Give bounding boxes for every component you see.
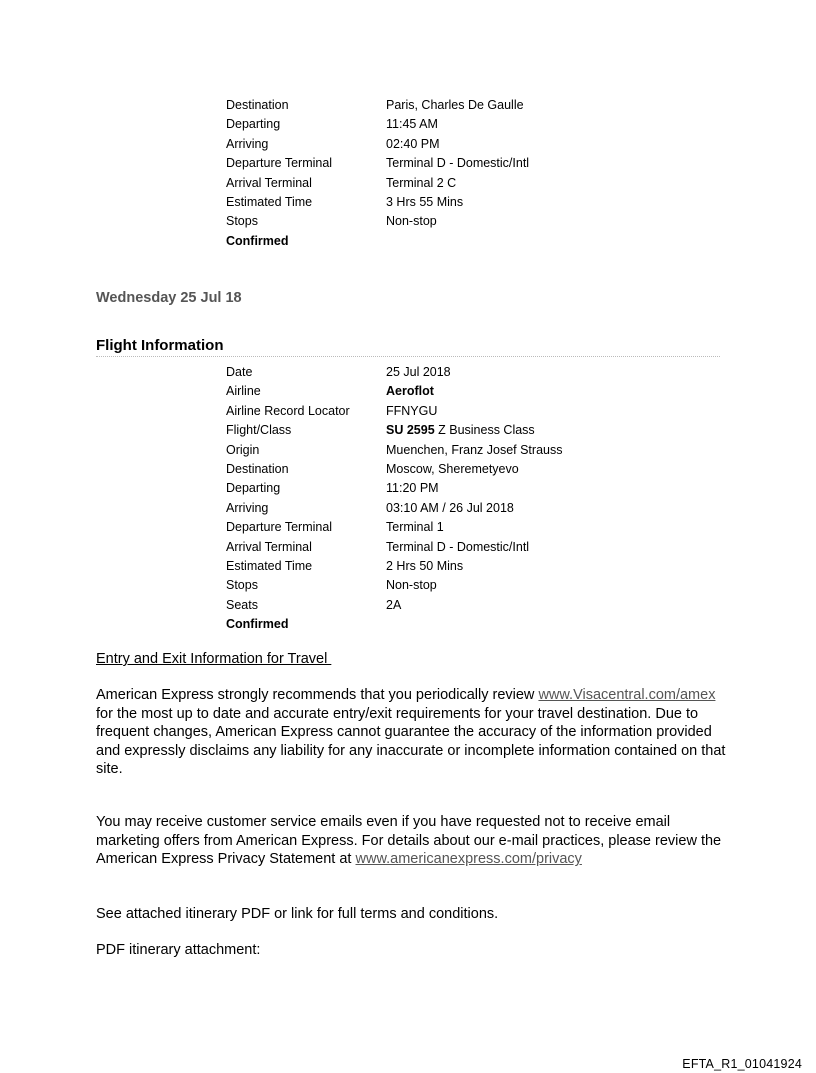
detail-label: Airline bbox=[226, 384, 261, 399]
booking-status: Confirmed bbox=[226, 233, 289, 248]
flight-segment-1-details bbox=[226, 96, 706, 251]
detail-label: Stops bbox=[226, 578, 258, 593]
entry-exit-text-end: for the most up to date and accurate entry/exit requirements for your travel destination. Due to frequent changes, American Express cannot guarantee the accuracy of the information provided and expressly disclaims any liability for any inaccurate or incomplete information contained on that site. bbox=[96, 705, 726, 778]
privacy-link[interactable]: www.americanexpress.com/privacy bbox=[355, 851, 582, 868]
detail-label: Airline Record Locator bbox=[226, 403, 350, 418]
detail-label: Departure Terminal bbox=[226, 520, 333, 535]
detail-row-departure-terminal bbox=[226, 154, 706, 173]
flight-segment-2-details bbox=[226, 363, 706, 634]
detail-row-estimated-time bbox=[226, 557, 706, 576]
detail-label: Seats bbox=[226, 597, 258, 612]
detail-row-flight-class bbox=[226, 421, 706, 440]
detail-value: Terminal 2 C bbox=[386, 175, 457, 190]
detail-value: Terminal D - Domestic/Intl bbox=[386, 156, 530, 171]
detail-value: 11:45 AM bbox=[386, 117, 438, 132]
detail-value: 11:20 PM bbox=[386, 481, 439, 496]
pdf-attachment-label: PDF itinerary attachment: bbox=[96, 942, 261, 958]
detail-label: Estimated Time bbox=[226, 558, 313, 573]
detail-value: Muenchen, Franz Josef Strauss bbox=[386, 442, 563, 457]
detail-label: Estimated Time bbox=[226, 194, 313, 209]
entry-exit-paragraph bbox=[96, 686, 726, 779]
detail-label: Destination bbox=[226, 98, 289, 112]
detail-row-departure-terminal bbox=[226, 518, 706, 537]
detail-label: Departing bbox=[226, 117, 281, 132]
detail-row-arriving bbox=[226, 135, 706, 154]
detail-value: 2 Hrs 50 Mins bbox=[386, 558, 464, 573]
detail-row-seats bbox=[226, 596, 706, 615]
detail-row-departing bbox=[226, 115, 706, 134]
detail-row-departing bbox=[226, 479, 706, 498]
flight-class-value bbox=[386, 421, 535, 440]
terms-text: See attached itinerary PDF or link for full terms and conditions. bbox=[96, 906, 499, 922]
entry-exit-text-start: American Express strongly recommends that you periodically review bbox=[96, 687, 539, 703]
detail-row-arriving bbox=[226, 499, 706, 518]
detail-label: Arrival Terminal bbox=[226, 539, 312, 554]
detail-value: Paris, Charles De Gaulle bbox=[386, 98, 524, 112]
flight-information-heading: Flight Information bbox=[96, 337, 720, 357]
detail-label: Date bbox=[226, 365, 253, 379]
privacy-text: You may receive customer service emails even if you have requested not to receive email marketing offers from American Express. For details about our e-mail practices, please review the American Express Privacy Statement at bbox=[96, 814, 722, 868]
detail-label: Origin bbox=[226, 442, 260, 457]
detail-label: Arriving bbox=[226, 500, 269, 515]
detail-label: Stops bbox=[226, 214, 258, 229]
document-id: EFTA_R1_01041924 bbox=[682, 1057, 802, 1071]
detail-value: Non-stop bbox=[386, 214, 437, 229]
detail-row-stops bbox=[226, 576, 706, 595]
detail-value: 25 Jul 2018 bbox=[386, 365, 451, 379]
detail-row-stops bbox=[226, 212, 706, 231]
detail-row-date bbox=[226, 363, 706, 382]
detail-value: 02:40 PM bbox=[386, 136, 440, 151]
detail-value: Terminal 1 bbox=[386, 520, 444, 535]
detail-label: Departing bbox=[226, 481, 281, 496]
booking-status: Confirmed bbox=[226, 617, 289, 632]
detail-label: Departure Terminal bbox=[226, 156, 333, 171]
detail-value: 2A bbox=[386, 597, 402, 612]
detail-row-destination bbox=[226, 460, 706, 479]
detail-value: 3 Hrs 55 Mins bbox=[386, 194, 464, 209]
detail-row-airline bbox=[226, 382, 706, 401]
detail-row-arrival-terminal bbox=[226, 538, 706, 557]
entry-exit-heading: Entry and Exit Information for Travel bbox=[96, 651, 332, 667]
record-locator-value: FFNYGU bbox=[386, 403, 438, 418]
detail-label: Arriving bbox=[226, 136, 269, 151]
detail-row-origin bbox=[226, 441, 706, 460]
detail-value: Non-stop bbox=[386, 578, 437, 593]
privacy-paragraph bbox=[96, 813, 726, 869]
detail-label: Flight/Class bbox=[226, 423, 292, 438]
flight-number: SU 2595 bbox=[386, 423, 435, 438]
detail-row-estimated-time bbox=[226, 193, 706, 212]
airline-name: Aeroflot bbox=[386, 384, 434, 399]
detail-row-arrival-terminal bbox=[226, 174, 706, 193]
visacentral-link[interactable]: www.Visacentral.com/amex bbox=[538, 687, 716, 703]
detail-row-record-locator bbox=[226, 402, 706, 421]
detail-value: Moscow, Sheremetyevo bbox=[386, 461, 519, 476]
detail-label: Arrival Terminal bbox=[226, 175, 312, 190]
detail-label: Destination bbox=[226, 461, 289, 476]
detail-row-destination bbox=[226, 96, 706, 115]
detail-value: 03:10 AM / 26 Jul 2018 bbox=[386, 500, 514, 515]
day-heading: Wednesday 25 Jul 18 bbox=[96, 290, 242, 306]
detail-value: Terminal D - Domestic/Intl bbox=[386, 539, 530, 554]
cabin-class: Z Business Class bbox=[434, 423, 535, 438]
